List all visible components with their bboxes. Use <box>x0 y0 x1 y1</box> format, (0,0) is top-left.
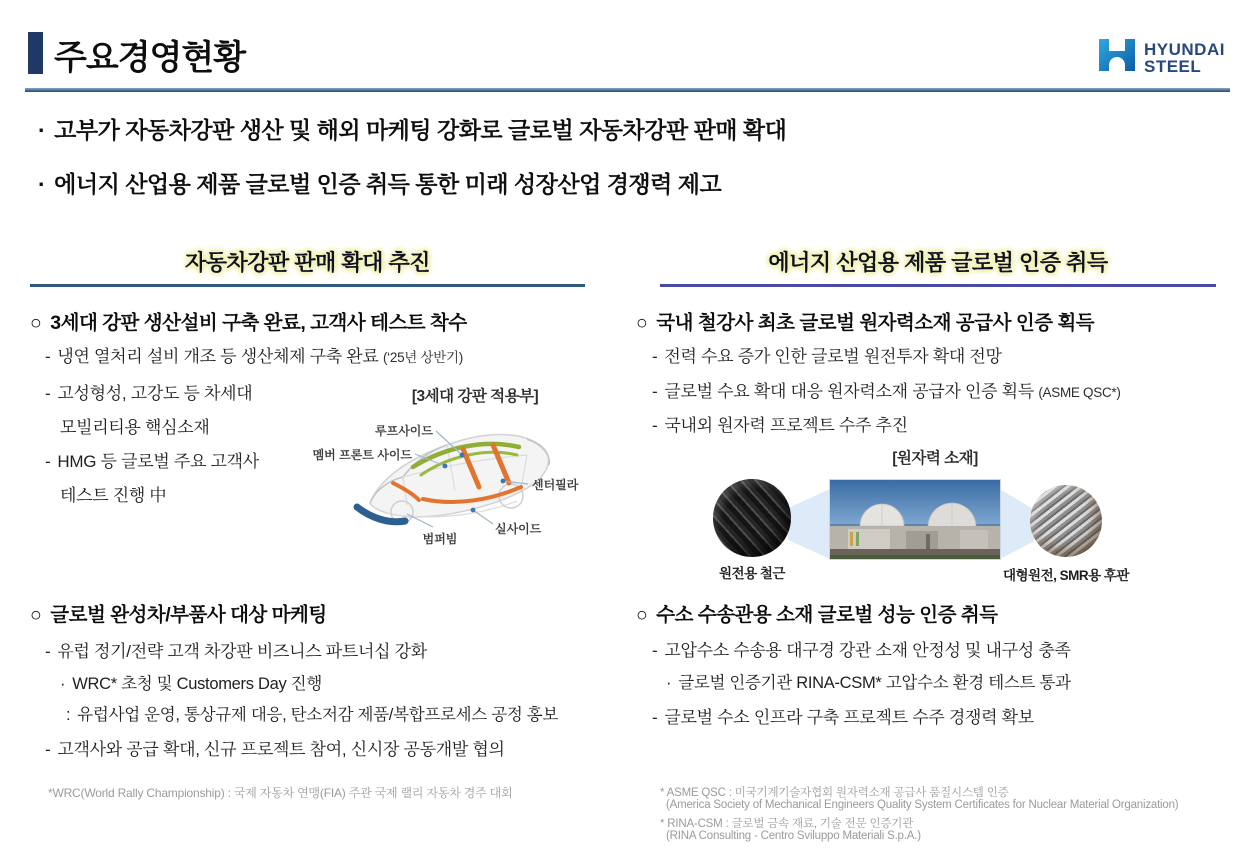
right-s2-item-2 <box>652 703 1034 728</box>
right-s1-item-2 <box>652 411 908 436</box>
left-section2-title <box>30 599 327 627</box>
label-center-pillar: 센터필라 <box>532 478 579 492</box>
colon-marker: : <box>66 706 71 724</box>
circle-marker: ○ <box>30 604 42 626</box>
left-s2-item-2 <box>66 701 558 725</box>
logo-word-hyundai: HYUNDAI <box>1144 39 1225 59</box>
left-section2-title-text: 글로벌 완성차/부품사 대상 마케팅 <box>50 604 327 626</box>
item-text: HMG 등 글로벌 주요 고객사 <box>57 452 259 471</box>
summary-bullet-1-text: 고부가 자동차강판 생산 및 해외 마케팅 강화로 글로벌 자동차강판 판매 확대 <box>54 117 787 143</box>
right-s2-item-0 <box>652 636 1071 661</box>
plate-label: 대형원전, SMR용 후판 <box>1002 568 1130 583</box>
title-accent-bar <box>28 32 43 74</box>
dash-marker: - <box>45 384 51 403</box>
right-column-header: 에너지 산업용 제품 글로벌 인증 취득 <box>768 250 1108 275</box>
dash-marker: - <box>45 347 51 366</box>
car-body-diagram <box>295 403 590 576</box>
circle-marker: ○ <box>636 312 648 334</box>
dot-marker: · <box>60 675 66 693</box>
left-section1-title-text: 3세대 강판 생산설비 구축 완료, 고객사 테스트 착수 <box>50 312 467 334</box>
left-s1-item-2 <box>60 413 210 438</box>
circle-marker: ○ <box>636 604 648 626</box>
left-s1-item-4 <box>60 481 166 506</box>
rebar-label: 원전용 철근 <box>719 566 785 581</box>
title-divider <box>25 88 1230 92</box>
left-s1-item-0 <box>45 342 463 367</box>
bullet-dot: · <box>38 171 46 197</box>
label-sill-side: 실사이드 <box>495 522 542 536</box>
right-footnote-asme: * ASME QSC : 미국기계기술자협회 원자력소재 공급사 품질시스템 인증 <box>660 787 1009 799</box>
summary-bullet-2-text: 에너지 산업용 제품 글로벌 인증 취득 통한 미래 성장산업 경쟁력 제고 <box>54 171 722 197</box>
right-s1-item-0 <box>652 342 1002 367</box>
left-connector-beam <box>788 488 832 560</box>
left-header-underline <box>30 284 585 287</box>
item-text: 글로벌 수요 확대 대응 원자력소재 공급자 인증 획득 <box>664 382 1034 401</box>
nuclear-material-figure <box>698 472 1176 582</box>
left-s1-item-3 <box>45 447 259 472</box>
item-text: 글로벌 수소 인프라 구축 프로젝트 수주 경쟁력 확보 <box>664 708 1034 727</box>
right-s2-item-1 <box>666 669 1071 693</box>
dash-marker: - <box>652 416 658 435</box>
nuclear-figure-caption: [원자력 소재] <box>892 450 978 467</box>
summary-bullet-1 <box>38 112 786 145</box>
rebar-photo <box>713 479 791 557</box>
left-section1-title <box>30 307 467 335</box>
item-text: 전력 수요 증가 인한 글로벌 원전투자 확대 전망 <box>664 347 1002 366</box>
item-text: 글로벌 인증기관 RINA-CSM* 고압수소 환경 테스트 통과 <box>678 674 1071 692</box>
car-figure-caption: [3세대 강판 적용부] <box>411 388 539 405</box>
hyundai-h-icon <box>1096 36 1138 79</box>
label-member-front-side: 멤버 프론트 사이드 <box>312 448 412 462</box>
dash-marker: - <box>45 452 51 471</box>
item-text: 유럽사업 운영, 통상규제 대응, 탄소저감 제품/복합프로세스 공정 홍보 <box>77 706 559 724</box>
dot-marker: · <box>666 674 672 692</box>
logo-wordmark <box>1144 41 1225 75</box>
dash-marker: - <box>652 347 658 366</box>
item-text: 유럽 정기/전략 고객 차강판 비즈니스 파트너십 강화 <box>57 642 427 661</box>
left-footnote: *WRC(World Rally Championship) : 국제 자동차 연맹(FIA) 주관 국제 랠리 자동차 경주 대회 <box>48 786 513 800</box>
hyundai-steel-logo <box>1096 36 1225 79</box>
right-s1-item-1 <box>652 377 1121 402</box>
left-s2-item-1 <box>60 670 322 694</box>
item-note: (ASME QSC*) <box>1038 385 1121 400</box>
summary-bullet-2 <box>38 166 721 199</box>
logo-word-steel: STEEL <box>1144 56 1202 76</box>
right-section1-title-text: 국내 철강사 최초 글로벌 원자력소재 공급사 인증 획득 <box>656 312 1095 334</box>
item-note: (‘25년 상반기) <box>382 350 463 365</box>
steel-plate-photo <box>1030 485 1102 557</box>
label-roof-side: 루프사이드 <box>375 424 433 438</box>
right-connector-beam <box>998 488 1034 560</box>
item-text: 냉연 열처리 설비 개조 등 생산체제 구축 완료 <box>57 347 379 366</box>
dash-marker: - <box>45 642 51 661</box>
nuclear-plant-photo <box>830 480 1000 559</box>
dash-marker: - <box>652 382 658 401</box>
item-text: 모빌리티용 핵심소재 <box>60 418 210 437</box>
right-footnote-rina-en: (RINA Consulting - Centro Sviluppo Materiali S.p.A.) <box>666 830 921 842</box>
left-column-header: 자동차강판 판매 확대 추진 <box>184 250 431 275</box>
item-text: 국내외 원자력 프로젝트 수주 추진 <box>664 416 908 435</box>
circle-marker: ○ <box>30 312 42 334</box>
right-section1-title <box>636 307 1094 335</box>
right-header-underline <box>660 284 1216 287</box>
left-s2-item-0 <box>45 637 427 662</box>
item-text: 고압수소 수송용 대구경 강관 소재 안정성 및 내구성 충족 <box>664 641 1071 660</box>
dash-marker: - <box>652 641 658 660</box>
right-section2-title-text: 수소 수송관용 소재 글로벌 성능 인증 취득 <box>656 604 998 626</box>
item-text: 고객사와 공급 확대, 신규 프로젝트 참여, 신시장 공동개발 협의 <box>57 740 505 759</box>
right-footnote-asme-en: (America Society of Mechanical Engineers Quality System Certificates for Nuclear Material Organization) <box>666 799 1179 811</box>
left-s2-item-3 <box>45 735 505 760</box>
item-text: WRC* 초청 및 Customers Day 진행 <box>72 675 322 693</box>
item-text: 고성형성, 고강도 등 차세대 <box>57 384 253 403</box>
label-bumper-beam: 범퍼빔 <box>422 532 458 546</box>
page-title: 주요경영현황 <box>54 39 246 77</box>
left-s1-item-1 <box>45 379 252 404</box>
right-section2-title <box>636 599 998 627</box>
dash-marker: - <box>45 740 51 759</box>
dash-marker: - <box>652 708 658 727</box>
bullet-dot: · <box>38 117 46 143</box>
item-text: 테스트 진행 中 <box>60 486 167 505</box>
right-footnote-rina: * RINA-CSM : 글로벌 금속 재료, 기술 전문 인증기관 <box>660 818 914 830</box>
